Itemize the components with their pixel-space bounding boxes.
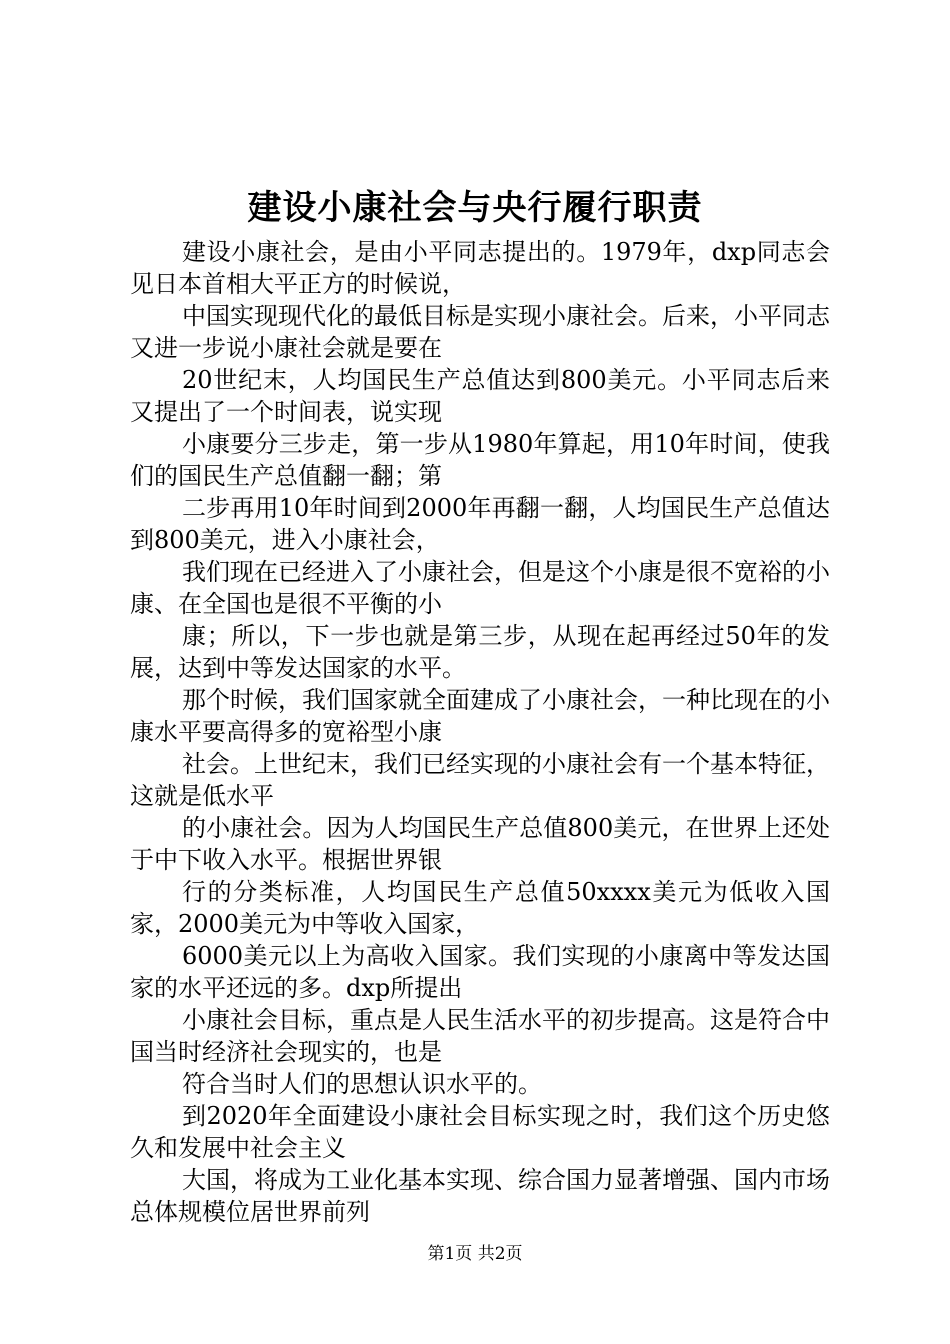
- paragraph: 6000美元以上为高收入国家。我们实现的小康离中等发达国家的水平还远的多。dxp所提出: [130, 942, 830, 1002]
- paragraph: 到2020年全面建设小康社会目标实现之时，我们这个历史悠久和发展中社会主义: [130, 1102, 830, 1162]
- document-title: 建设小康社会与央行履行职责: [247, 188, 703, 228]
- paragraph: 20世纪末，人均国民生产总值达到800美元。小平同志后来又提出了一个时间表，说实现: [130, 366, 830, 426]
- paragraph: 小康社会目标，重点是人民生活水平的初步提高。这是符合中国当时经济社会现实的，也是: [130, 1006, 830, 1066]
- paragraph: 中国实现现代化的最低目标是实现小康社会。后来，小平同志又进一步说小康社会就是要在: [130, 302, 830, 362]
- paragraph: 行的分类标准，人均国民生产总值50xxxx美元为低收入国家，2000美元为中等收入国家，: [130, 878, 830, 938]
- paragraph: 大国，将成为工业化基本实现、综合国力显著增强、国内市场总体规模位居世界前列: [130, 1166, 830, 1226]
- paragraph: 小康要分三步走，第一步从1980年算起，用10年时间，使我们的国民生产总值翻一翻；第: [130, 430, 830, 490]
- paragraph: 符合当时人们的思想认识水平的。: [182, 1070, 542, 1098]
- paragraph: 康；所以，下一步也就是第三步，从现在起再经过50年的发展，达到中等发达国家的水平。: [130, 622, 830, 682]
- document-body: [130, 236, 830, 1228]
- paragraph: 那个时候，我们国家就全面建成了小康社会，一种比现在的小康水平要高得多的宽裕型小康: [130, 686, 830, 746]
- paragraph: 建设小康社会，是由小平同志提出的。1979年，dxp同志会见日本首相大平正方的时候说，: [130, 238, 830, 298]
- paragraph: 社会。上世纪末，我们已经实现的小康社会有一个基本特征，这就是低水平: [130, 750, 830, 810]
- paragraph: 的小康社会。因为人均国民生产总值800美元，在世界上还处于中下收入水平。根据世界银: [130, 814, 830, 874]
- page-number-footer: 第1页 共2页: [427, 1244, 523, 1264]
- paragraph: 二步再用10年时间到2000年再翻一翻，人均国民生产总值达到800美元，进入小康社会，: [130, 494, 830, 554]
- paragraph: 我们现在已经进入了小康社会，但是这个小康是很不宽裕的小康、在全国也是很不平衡的小: [130, 558, 830, 618]
